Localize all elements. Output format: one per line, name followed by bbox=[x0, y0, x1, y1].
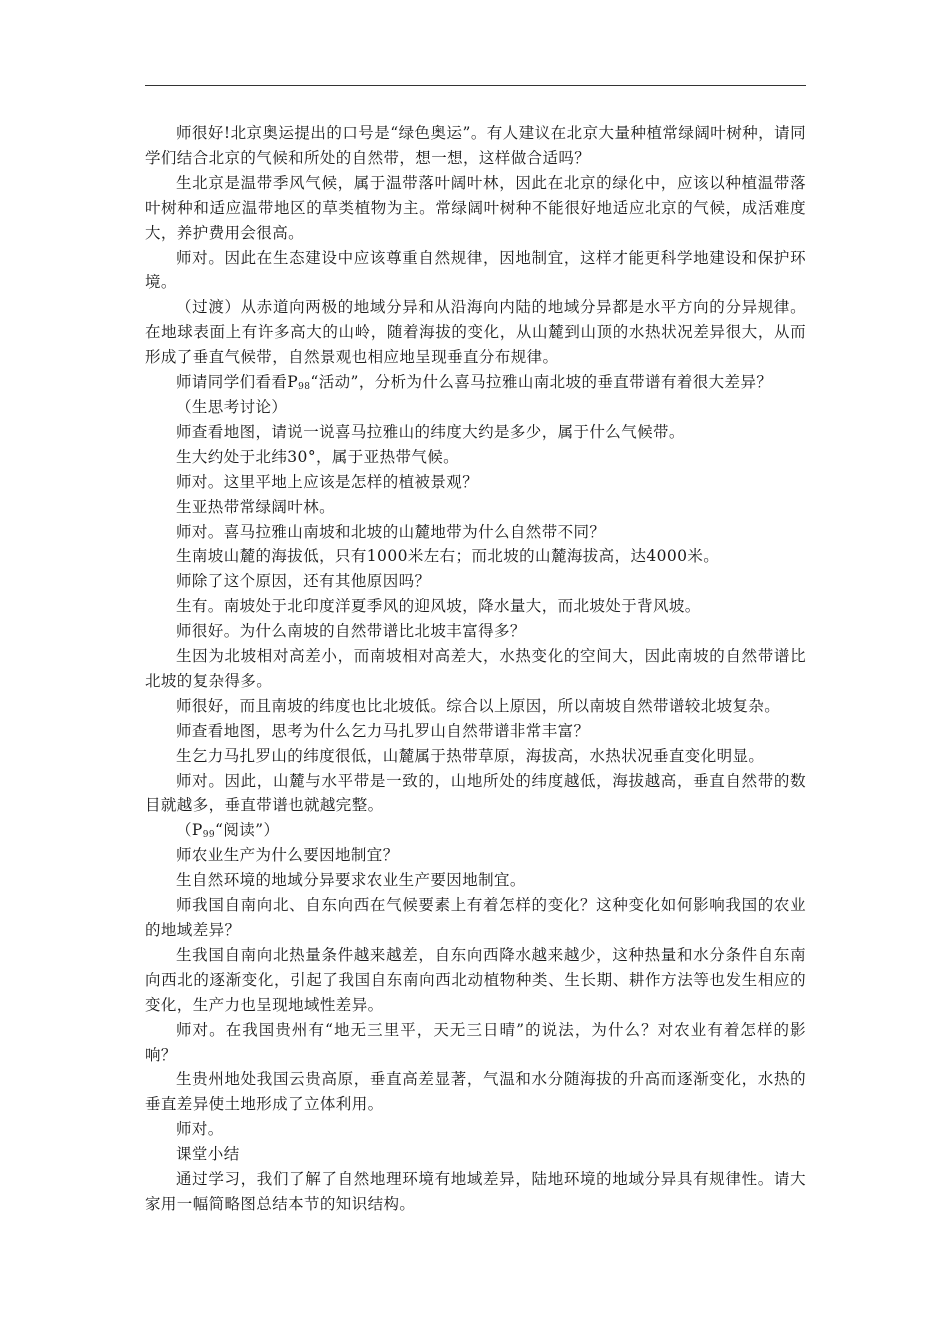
page-subscript: 99 bbox=[202, 830, 215, 841]
header-rule bbox=[145, 85, 806, 86]
paragraph bbox=[145, 370, 806, 395]
paragraph: 生北京是温带季风气候，属于温带落叶阔叶林，因此在北京的绿化中，应该以种植温带落叶树种和适应温带地区的草类植物为主。常绿阔叶树种不能很好地适应北京的气候，成活难度大，养护费用会很高。 bbox=[145, 173, 806, 242]
paragraph: 师很好，而且南坡的纬度也比北坡低。综合以上原因，所以南坡自然带谱较北坡复杂。 bbox=[176, 696, 781, 715]
paragraph: （过渡）从赤道向两极的地域分异和从沿海向内陆的地域分异都是水平方向的分异规律。在地球表面上有许多高大的山岭，随着海拔的变化，从山麓到山顶的水热状况差异很大，从而形成了垂直气候带，自然景观也相应地呈现垂直分布规律。 bbox=[145, 298, 806, 367]
paragraph: 生亚热带常绿阔叶林。 bbox=[176, 497, 336, 516]
paragraph: 师对。因此在生态建设中应该尊重自然规律，因地制宜，这样才能更科学地建设和保护环境。 bbox=[145, 248, 806, 292]
paragraph: 生大约处于北纬30°，属于亚热带气候。 bbox=[176, 447, 460, 466]
text-run: （P bbox=[176, 821, 203, 840]
paragraph: 师查看地图，请说一说喜马拉雅山的纬度大约是多少，属于什么气候带。 bbox=[176, 422, 685, 441]
paragraph: 师对。这里平地上应该是怎样的植被景观？ bbox=[176, 472, 479, 491]
paragraph: 师对。因此，山麓与水平带是一致的，山地所处的纬度越低，海拔越高，垂直自然带的数目就越多，垂直带谱也就越完整。 bbox=[145, 771, 806, 815]
paragraph: 师农业生产为什么要因地制宜？ bbox=[176, 846, 399, 865]
text-run: “阅读”） bbox=[215, 821, 280, 840]
paragraph: 师对。喜马拉雅山南坡和北坡的山麓地带为什么自然带不同？ bbox=[176, 522, 606, 541]
document-body bbox=[145, 121, 806, 1217]
paragraph: 生因为北坡相对高差小，而南坡相对高差大，水热变化的空间大，因此南坡的自然带谱比北坡的复杂得多。 bbox=[145, 647, 806, 690]
paragraph: 生贵州地处我国云贵高原，垂直高差显著，气温和水分随海拔的升高而逐渐变化，水热的垂直差异使土地形成了立体利用。 bbox=[145, 1070, 806, 1114]
paragraph: 师很好。为什么南坡的自然带谱比北坡丰富得多？ bbox=[176, 622, 526, 641]
text-run: “活动”，分析为什么喜马拉雅山南北坡的垂直带谱有着很大差异？ bbox=[310, 373, 773, 392]
section-heading: 课堂小结 bbox=[176, 1145, 240, 1164]
paragraph: 通过学习，我们了解了自然地理环境有地域差异，陆地环境的地域分异具有规律性。请大家用一幅简略图总结本节的知识结构。 bbox=[145, 1170, 806, 1213]
paragraph: （生思考讨论） bbox=[176, 397, 288, 416]
paragraph: 师我国自南向北、自东向西在气候要素上有着怎样的变化？这种变化如何影响我国的农业的地域差异？ bbox=[145, 896, 806, 939]
paragraph: 师查看地图，思考为什么乞力马扎罗山自然带谱非常丰富？ bbox=[176, 721, 590, 740]
paragraph: 生乞力马扎罗山的纬度很低，山麓属于热带草原，海拔高，水热状况垂直变化明显。 bbox=[176, 746, 765, 765]
paragraph: 师除了这个原因，还有其他原因吗？ bbox=[176, 572, 431, 591]
text-run: 师请同学们看看P bbox=[176, 373, 299, 392]
paragraph: 师对。在我国贵州有“地无三里平，天无三日晴”的说法，为什么？对农业有着怎样的影响？ bbox=[145, 1020, 806, 1064]
paragraph: 生南坡山麓的海拔低，只有1000米左右；而北坡的山麓海拔高，达4000米。 bbox=[176, 547, 720, 566]
paragraph: 生我国自南向北热量条件越来越差，自东向西降水越来越少，这种热量和水分条件自东南向西北的逐渐变化，引起了我国自东南向西北动植物种类、生长期、耕作方法等也发生相应的变化，生产力也呈现地域性差异。 bbox=[145, 945, 806, 1014]
paragraph bbox=[145, 818, 806, 843]
page-subscript: 98 bbox=[298, 382, 311, 393]
paragraph: 生自然环境的地域分异要求农业生产要因地制宜。 bbox=[176, 871, 526, 890]
paragraph: 生有。南坡处于北印度洋夏季风的迎风坡，降水量大，而北坡处于背风坡。 bbox=[176, 597, 701, 616]
paragraph: 师对。 bbox=[176, 1120, 224, 1139]
paragraph: 师很好!北京奥运提出的口号是“绿色奥运”。有人建议在北京大量种植常绿阔叶树种，请同学们结合北京的气候和所处的自然带，想一想，这样做合适吗？ bbox=[145, 124, 806, 167]
